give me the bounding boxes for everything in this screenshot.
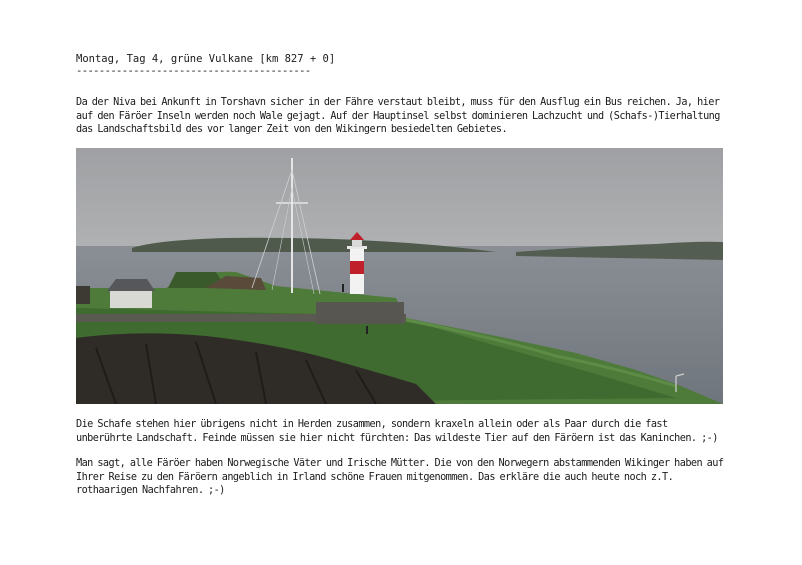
landscape-photo [76, 148, 723, 404]
paragraph-ancestry: Man sagt, alle Färöer haben Norwegische Väter und Irische Mütter. Die von den Norwegern abstammenden Wikinger haben auf Ihrer Reise zu den Färöern angeblich in Irland schöne Frauen mitgenommen. Das erkläre die auch heute noch z.T. rothaarigen Nachfahren. ;-) [76, 458, 724, 497]
paragraph-sheep: Die Schafe stehen hier übrigens nicht in Herden zusammen, sondern kraxeln allein oder als Paar durch die fast unberührte Landschaft. Feinde müssen sie hier nicht fürchten: Das wildeste Tier auf den Färöern ist das Kaninchen. ;-) [76, 419, 718, 444]
photo-white-house [110, 290, 152, 308]
text-block-top [76, 52, 726, 137]
heading-underline: ----------------------------------------- [76, 66, 311, 76]
photo-sky [76, 148, 723, 248]
page-heading: Montag, Tag 4, grüne Vulkane [km 827 + 0] [76, 53, 336, 65]
paragraph-intro: Da der Niva bei Ankunft in Torshavn sicher in der Fähre verstaut bleibt, muss für den Ausflug ein Bus reichen. Ja, hier auf den Färöer Inseln werden noch Wale gejagt. Auf der Hauptinsel selbst dominieren Lachzucht und (Schafs-)Tierhaltung das Landschaftsbild des vor langer Zeit von den Wikingern besiedelten Gebietes. [76, 97, 720, 136]
text-block-bottom [76, 418, 726, 498]
